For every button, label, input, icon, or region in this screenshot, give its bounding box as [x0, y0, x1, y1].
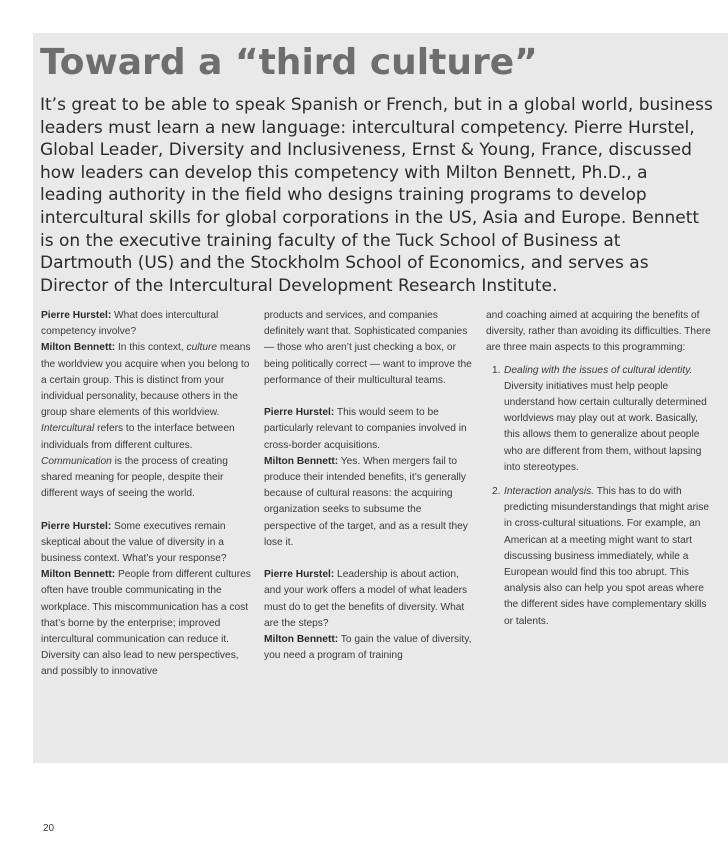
speaker-label: Milton Bennett: — [264, 455, 339, 467]
list-number: 2. — [492, 486, 501, 498]
speaker-label: Milton Bennett: — [41, 569, 116, 581]
answer-text: People from different cultures often have trouble communicating in the workplace. This miscommunication has a cost that’s borne by the enterprise; improved intercultural communication can reduce it. Diversity can also lead to new perspectives, and possibly to innovative — [41, 569, 251, 678]
answer-text: is the process of creating shared meaning for people, despite their different ways of seeing the world. — [41, 455, 228, 500]
answer-continuation: and coaching aimed at acquiring the benefits of diversity, rather than avoiding its difficulties. There are three main aspects to this programming: — [486, 310, 711, 354]
interview-paragraph — [41, 308, 251, 502]
answer-text: In this context, — [115, 342, 187, 354]
speaker-label: Milton Bennett: — [264, 634, 339, 646]
article-title: Toward a “third culture” — [40, 42, 538, 83]
list-item-text: Diversity initiatives must help people understand how certain culturally determined worldviews may play out at work. Basically, this allows them to generalize about people who are different from them, without lapsing into stereotypes. — [504, 380, 707, 473]
page-number: 20 — [43, 823, 55, 834]
column-3 — [486, 308, 712, 638]
speaker-label: Pierre Hurstel: — [41, 310, 112, 321]
emphasis-text: Intercultural — [41, 423, 95, 435]
column-1 — [41, 308, 251, 697]
list-number: 1. — [492, 364, 501, 376]
speaker-label: Milton Bennett: — [41, 342, 116, 354]
list-item — [486, 363, 712, 476]
question-text: This would seem to be particularly relevant to companies involved in cross-border acquisitions. — [264, 407, 467, 451]
answer-text: refers to the interface between individuals from different cultures. — [41, 423, 235, 451]
speaker-label: Pierre Hurstel: — [264, 569, 335, 581]
speaker-label: Pierre Hurstel: — [41, 520, 112, 532]
answer-text: Yes. When mergers fail to produce their intended benefits, it’s generally because of cultural reasons: the acquiring organization seeks to subsume the perspective of the target, and as a result they lose it. — [264, 455, 468, 548]
aspects-list — [486, 363, 712, 630]
answer-text: means the worldview you acquire when you belong to a certain group. This is distinct from your individual personality, because others in the group share elements of this worldview. — [41, 342, 251, 419]
column-2 — [264, 308, 474, 681]
speaker-label: Pierre Hurstel: — [264, 407, 335, 419]
article-intro: It’s great to be able to speak Spanish or French, but in a global world, business leaders must learn a new language: intercultural competency. Pierre Hurstel, Global Leader, Diversity and Inclusiveness, Ernst & Young, France, discussed how leaders can develop this competency with Milton Bennett, Ph.D., a leading authority in the field who designs training programs to develop intercultural skills for global corporations in the US, Asia and Europe. Bennett is on the executive training faculty of the Tuck School of Business at Dartmouth (US) and the Stockholm School of Economics, and serves as Director of the Intercultural Development Research Institute. — [40, 95, 713, 296]
emphasis-text: Communication — [41, 455, 112, 467]
list-item — [486, 484, 712, 630]
question-text: What does intercultural competency involve? — [41, 310, 219, 338]
emphasis-text: culture — [186, 342, 218, 354]
question-text: Leadership is about action, and your work offers a model of what leaders must do to get the benefits of diversity. What are the steps? — [264, 569, 468, 629]
list-item-heading: Dealing with the issues of cultural identity. — [504, 364, 693, 376]
list-item-text: This has to do with predicting misunderstandings that might arise in cross-cultural situations. For example, an American at a meeting might want to start discussing business immediately, while a European would find this too abrupt. This analysis also can help you spot areas where the different sides have complementary skills or talents. — [504, 486, 709, 627]
answer-continuation: products and services, and companies definitely want that. Sophisticated companies — those who aren’t just checking a box, or being politically correct — want to improve the performance of their multicultural teams. — [264, 310, 472, 386]
list-item-heading: Interaction analysis. — [504, 486, 595, 498]
interview-paragraph — [41, 519, 251, 681]
question-text: Some executives remain skeptical about the value of diversity in a business context. What’s your response? — [41, 520, 227, 565]
interview-paragraph — [264, 567, 474, 664]
answer-text: To gain the value of diversity, you need a program of training — [264, 634, 472, 662]
interview-paragraph — [264, 405, 474, 551]
